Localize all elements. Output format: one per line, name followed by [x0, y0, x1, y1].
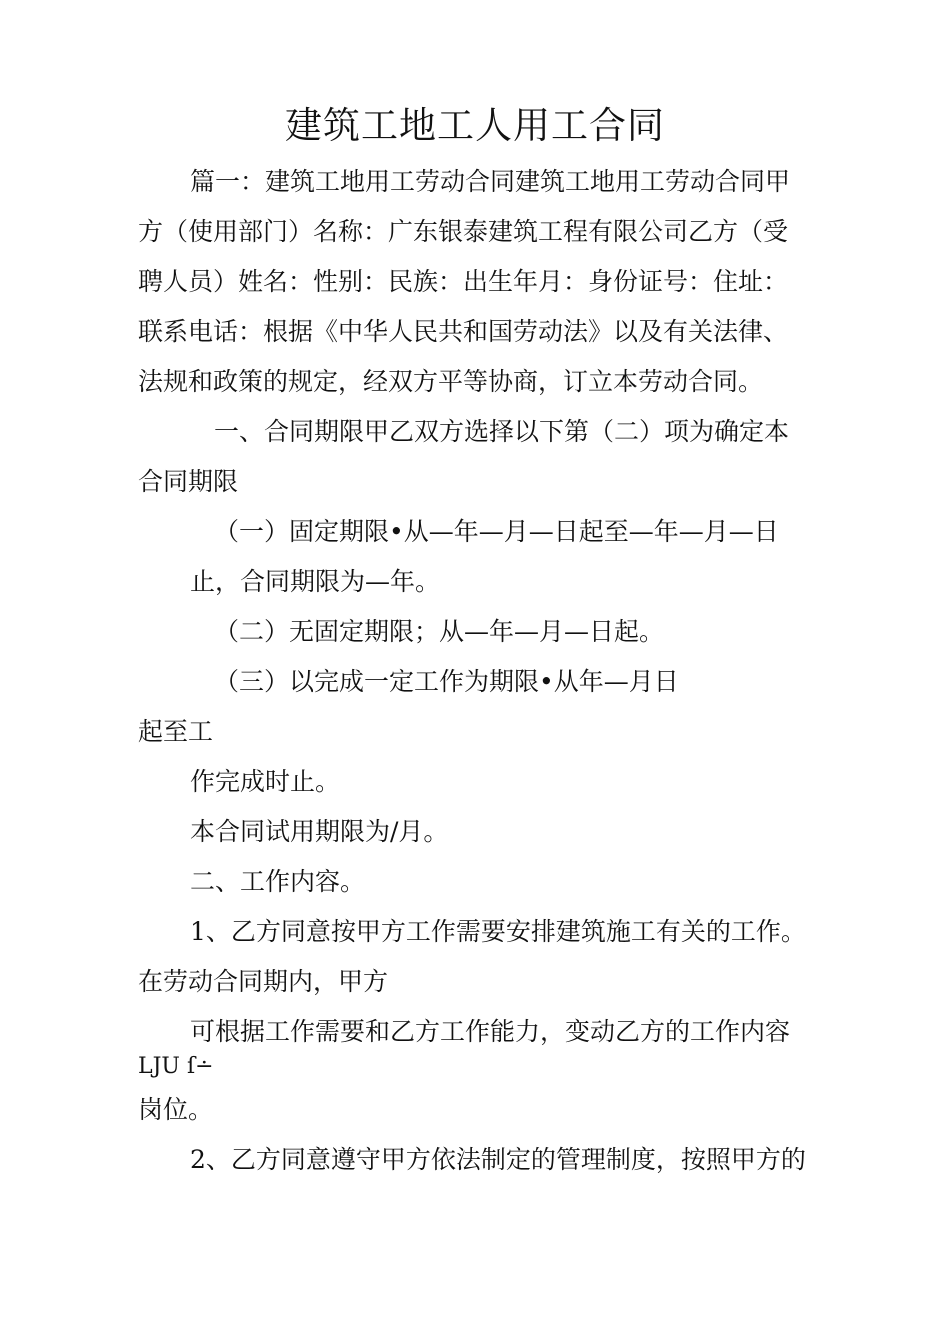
section-heading: 二、工作内容。: [190, 867, 366, 896]
list-item: 2、乙方同意遵守甲方依法制定的管理制度，按照甲方的: [190, 1145, 806, 1174]
paragraph-line: 法规和政策的规定，经双方平等协商，订立本劳动合同。: [138, 367, 764, 396]
paragraph-line: 篇一：建筑工地用工劳动合同建筑工地用工劳动合同甲: [190, 167, 791, 196]
paragraph-line: 可根据工作需要和乙方工作能力，变动乙方的工作内容: [190, 1017, 791, 1046]
list-item: 1、乙方同意按甲方工作需要安排建筑施工有关的工作。: [190, 917, 806, 946]
paragraph-line: 在劳动合同期内，甲方: [138, 967, 389, 996]
list-item: （三）以完成一定工作为期限•从年—月日: [214, 667, 679, 696]
paragraph-line: 方（使用部门）名称：广东银泰建筑工程有限公司乙方（受: [138, 217, 789, 246]
ocr-artifact-text: LJU ſ∸: [138, 1054, 214, 1079]
list-item: （一）固定期限•从—年—月—日起至—年—月—日: [214, 517, 779, 546]
paragraph-line: 作完成时止。: [190, 767, 341, 796]
list-item: （二）无固定期限；从—年—月—日起。: [214, 617, 665, 646]
paragraph-line: 本合同试用期限为/月。: [190, 817, 449, 846]
paragraph-line: 止，合同期限为—年。: [190, 567, 441, 596]
paragraph-line: 合同期限: [138, 467, 239, 496]
paragraph-line: 联系电话：根据《中华人民共和国劳动法》以及有关法律、: [138, 317, 789, 346]
paragraph-line: 起至工: [138, 717, 214, 746]
paragraph-line: 岗位。: [138, 1095, 214, 1124]
paragraph-line: 聘人员）姓名：性别：民族：出生年月：身份证号：住址：: [138, 267, 789, 296]
document-title: 建筑工地工人用工合同: [285, 104, 665, 147]
section-heading: 一、合同期限甲乙双方选择以下第（二）项为确定本: [214, 417, 790, 446]
